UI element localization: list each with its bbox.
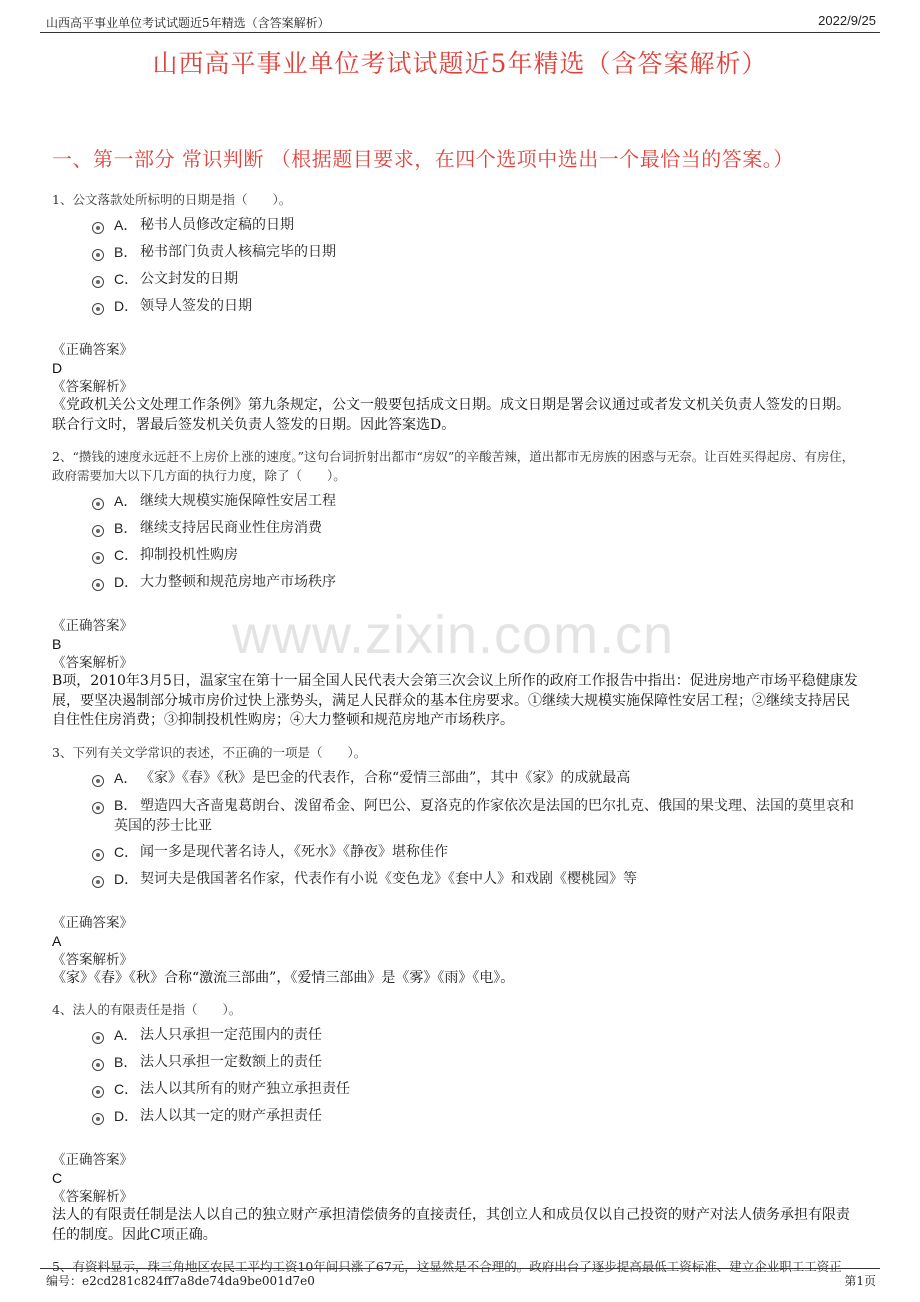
radio-icon[interactable] [92, 525, 104, 537]
radio-icon[interactable] [92, 222, 104, 234]
option-text: 秘书人员修改定稿的日期 [140, 217, 294, 233]
option-d[interactable] [92, 1106, 862, 1133]
analysis-text: 《家》《春》《秋》合称“激流三部曲”，《爱情三部曲》是《雾》《雨》《电》。 [52, 969, 515, 986]
option-letter: C． [114, 843, 139, 860]
radio-icon[interactable] [92, 775, 104, 787]
option-letter: B． [114, 1054, 138, 1070]
radio-icon[interactable] [92, 249, 104, 261]
option-a[interactable] [92, 1025, 862, 1052]
option-letter: C． [114, 271, 139, 287]
analysis-text: 法人的有限责任制是法人以自己的独立财产承担清偿债务的直接责任，其创立人和成员仅以自己投资的财产对法人债务承担有限责任的制度。因此C项正确。 [52, 1207, 850, 1243]
radio-icon[interactable] [92, 498, 104, 510]
option-text: 领导人签发的日期 [140, 298, 252, 314]
analysis-text: 《党政机关公文处理工作条例》第九条规定，公文一般要包括成文日期。成文日期是署会议通过或者发文机关负责人签发的日期。联合行文时，署最后签发机关负责人签发的日期。因此答案选D。 [52, 397, 850, 433]
option-list [92, 1025, 862, 1133]
answer-label: 《正确答案》 [52, 342, 133, 358]
question-2 [52, 447, 862, 731]
option-letter: C． [114, 1081, 139, 1097]
option-a[interactable] [92, 215, 862, 242]
page-header [40, 10, 880, 33]
option-letter: A． [114, 769, 138, 786]
option-letter: D． [114, 870, 139, 887]
radio-icon[interactable] [92, 876, 104, 888]
option-b[interactable] [92, 1052, 862, 1079]
radio-icon[interactable] [92, 1113, 104, 1125]
option-c[interactable] [92, 545, 862, 572]
option-letter: B． [114, 520, 138, 536]
document-id: 编号：e2cd281c824ff7a8de74da9be001d7e0 [46, 1274, 315, 1288]
radio-icon[interactable] [92, 303, 104, 315]
analysis-label: 《答案解析》 [52, 655, 133, 671]
question-1 [52, 190, 862, 435]
page-number: 第1页 [844, 1274, 876, 1288]
question-stem: 5、有资料显示，珠三角地区农民工平均工资10年间只涨了67元，这显然是不合理的。政府出台了逐步提高最低工资标准、建立企业职工工资正 [52, 1259, 842, 1274]
option-text-wrap [114, 795, 862, 836]
option-letter: A． [114, 493, 138, 509]
option-c[interactable] [92, 1079, 862, 1106]
option-text: 继续大规模实施保障性安居工程 [140, 493, 336, 509]
analysis-label: 《答案解析》 [52, 379, 133, 395]
question-stem: 3、下列有关文学常识的表述，不正确的一项是（ ）。 [52, 744, 367, 760]
option-c[interactable] [92, 269, 862, 296]
option-text: 闻一多是现代著名诗人，《死水》《静夜》堪称佳作 [140, 843, 448, 860]
answer-value: B [52, 636, 62, 652]
option-letter: A． [114, 217, 138, 233]
option-letter: D． [114, 298, 139, 314]
radio-icon[interactable] [92, 849, 104, 861]
option-text: 《家》《春》《秋》是巴金的代表作，合称“爱情三部曲”，其中《家》的成就最高 [140, 769, 631, 786]
answer-label: 《正确答案》 [52, 1152, 133, 1168]
option-d[interactable] [92, 296, 862, 323]
option-text: 法人只承担一定范围内的责任 [140, 1027, 322, 1043]
option-list [92, 491, 862, 599]
question-stem: 1、公文落款处所标明的日期是指（ ）。 [52, 192, 292, 207]
radio-icon[interactable] [92, 1032, 104, 1044]
page-title: 山西高平事业单位考试试题近5年精选（含答案解析） [152, 49, 768, 78]
analysis-text: B项，2010年3月5日，温家宝在第十一届全国人民代表大会第三次会议上所作的政府工作报告中指出：促进房地产市场平稳健康发展，要坚决遏制部分城市房价过快上涨势头，满足人民群众的基本住房要求。①继续大规模实施保障性安居工程；②继续支持居民自住性住房消费；③抑制投机性购房；④大力整顿和规范房地产市场秩序。 [52, 673, 858, 728]
option-text: 契诃夫是俄国著名作家，代表作有小说《变色龙》《套中人》和戏剧《樱桃园》等 [140, 870, 637, 887]
option-text: 法人以其一定的财产承担责任 [140, 1108, 322, 1124]
question-stem: 2、“攒钱的速度永远赶不上房价上涨的速度。”这句台词折射出都市“房奴”的辛酸苦辣，道出都市无房族的困惑与无奈。让百姓买得起房、有房住，政府需要加大以下几方面的执行力度，除了（ ）。 [52, 449, 855, 483]
answer-label: 《正确答案》 [52, 914, 133, 931]
option-a[interactable] [92, 491, 862, 518]
section-heading: 一、第一部分 常识判断 （根据题目要求，在四个选项中选出一个最恰当的答案。） [52, 147, 794, 171]
radio-icon[interactable] [92, 552, 104, 564]
question-list [52, 190, 862, 1277]
answer-label: 《正确答案》 [52, 618, 133, 634]
option-letter: A． [114, 1027, 138, 1043]
option-list [92, 215, 862, 323]
header-doc-title: 山西高平事业单位考试试题近5年精选（含答案解析） [46, 16, 330, 30]
page-footer [40, 1268, 880, 1289]
analysis-label: 《答案解析》 [52, 951, 133, 968]
option-d[interactable] [92, 572, 862, 599]
option-text: 法人以其所有的财产独立承担责任 [140, 1081, 350, 1097]
option-d[interactable] [92, 869, 862, 896]
question-3 [52, 743, 862, 989]
option-text: 塑造四大吝啬鬼葛朗台、泼留希金、阿巴公、夏洛克的作家依次是法国的巴尔扎克、俄国的果戈理、法国的莫里哀和英国的莎士比亚 [114, 797, 854, 834]
option-letter: C． [114, 547, 139, 563]
question-stem: 4、法人的有限责任是指（ ）。 [52, 1002, 242, 1017]
option-text: 大力整顿和规范房地产市场秩序 [140, 574, 336, 590]
option-b[interactable] [92, 242, 862, 269]
watermark: www.zixin.com.cn [232, 605, 675, 665]
option-letter: D． [114, 574, 139, 590]
radio-icon[interactable] [92, 1086, 104, 1098]
option-a[interactable] [92, 768, 862, 795]
question-4 [52, 1000, 862, 1245]
option-text: 抑制投机性购房 [140, 547, 238, 563]
option-c[interactable] [92, 842, 862, 869]
option-b[interactable] [92, 518, 862, 545]
radio-icon[interactable] [92, 802, 104, 814]
option-letter: D． [114, 1108, 139, 1124]
option-letter: B． [114, 244, 138, 260]
answer-value: A [52, 932, 62, 949]
option-letter: B． [114, 796, 138, 813]
option-list [92, 768, 862, 896]
option-text: 继续支持居民商业性住房消费 [140, 520, 322, 536]
analysis-label: 《答案解析》 [52, 1189, 133, 1205]
option-text: 公文封发的日期 [140, 271, 238, 287]
answer-value: C [52, 1170, 63, 1186]
header-date: 2022/9/25 [818, 13, 876, 28]
option-text: 秘书部门负责人核稿完毕的日期 [140, 244, 336, 260]
option-text: 法人只承担一定数额上的责任 [140, 1054, 322, 1070]
radio-icon[interactable] [92, 1059, 104, 1071]
option-b[interactable] [92, 795, 862, 836]
radio-icon[interactable] [92, 579, 104, 591]
radio-icon[interactable] [92, 276, 104, 288]
answer-value: D [52, 360, 63, 376]
